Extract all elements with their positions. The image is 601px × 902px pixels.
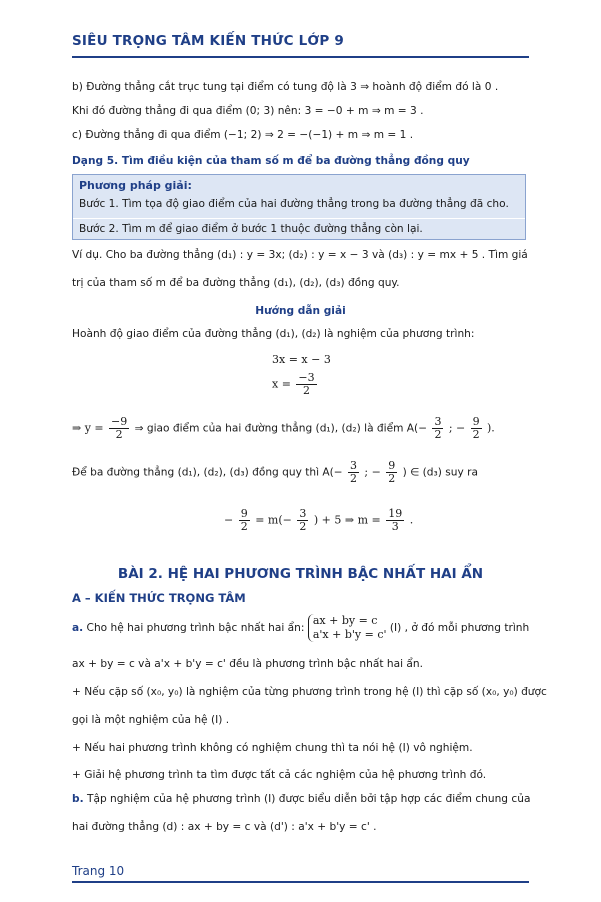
fraction: $\frac{9}{2}$ — [240, 507, 248, 533]
solution-line-concurrent: Để ba đường thẳng (d₁), (d₂), (d₃) đồng quy thì A(− $\frac{3}{2}$ ; − $\frac{9}{2}$ ) ∈ (d₃) suy ra — [72, 459, 478, 485]
text-line: ax + by = c và a'x + b'y = c' đều là phương trình bậc nhất hai ẩn. — [72, 658, 423, 670]
dang-5-heading: Dạng 5. Tìm điều kiện của tham số m để ba đường thẳng đồng quy — [72, 155, 470, 167]
header-divider — [72, 56, 529, 58]
text-line: c) Đường thẳng đi qua điểm (−1; 2) ⇒ 2 = −(−1) + m ⇒ m = 1 . — [72, 129, 414, 141]
part-b-line: b. Tập nghiệm của hệ phương trình (I) được biểu diễn bởi tập hợp các điểm chung của — [72, 793, 531, 805]
solution-line-y: ⇒ y = $\frac{-9}{2}$ ⇒ giao điểm của hai đường thẳng (d₁), (d₂) là điểm A(− $\frac{3}{2}$ ; − $\frac{9}{2}$ ). — [72, 415, 495, 441]
footer-divider — [72, 881, 529, 883]
method-step-1: Bước 1. Tìm tọa độ giao điểm của hai đường thẳng trong ba đường thẳng đã cho. — [79, 198, 509, 210]
example-line-1 — [72, 248, 528, 262]
text-line: + Nếu hai phương trình không có nghiệm chung thì ta nói hệ (I) vô nghiệm. — [72, 742, 473, 754]
example-text: Ví dụ. Cho ba đường thẳng (d₁) : y = 3x; (d₂) : y = x − 3 và (d₃) : y = mx + 5 . Tìm giá — [72, 249, 528, 261]
text-line: hai đường thẳng (d) : ax + by = c và (d') : a'x + b'y = c' . — [72, 821, 377, 833]
fraction: $\frac{-9}{2}$ — [111, 415, 128, 441]
fraction: $\frac{3}{2}$ — [434, 415, 442, 441]
fraction: $\frac{3}{2}$ — [350, 459, 358, 485]
fraction: $\frac{-3}{2}$ — [298, 371, 315, 397]
guide-heading: Hướng dẫn giải — [255, 305, 346, 317]
text-line: + Giải hệ phương trình ta tìm được tất cả các nghiệm của hệ phương trình đó. — [72, 769, 487, 781]
section-title: BÀI 2. HỆ HAI PHƯƠNG TRÌNH BẬC NHẤT HAI ẨN — [117, 566, 484, 582]
page-number: Trang 10 — [72, 864, 125, 878]
example-line-2: trị của tham số m để ba đường thẳng (d₁), (d₂), (d₃) đồng quy. — [72, 277, 400, 289]
subsection-title: A – KIẾN THỨC TRỌNG TÂM — [72, 591, 246, 605]
text-line: + Nếu cặp số (x₀, y₀) là nghiệm của từng phương trình trong hệ (I) thì cặp số (x₀, y₀) được — [72, 686, 547, 698]
page-header-title: SIÊU TRỌNG TÂM KIẾN THỨC LỚP 9 — [72, 33, 345, 49]
method-step-2: Bước 2. Tìm m để giao điểm ở bước 1 thuộc đường thẳng còn lại. — [79, 223, 423, 235]
method-title: Phương pháp giải: — [79, 179, 192, 192]
text-line: b) Đường thẳng cắt trục tung tại điểm có tung độ là 3 ⇒ hoành độ điểm đó là 0 . — [72, 81, 499, 93]
part-a-line: a. Cho hệ hai phương trình bậc nhất hai ẩn: ax + by = c a'x + b'y = c' (I) , ở đó mỗi phương trình — [72, 614, 530, 641]
text-line: Khi đó đường thẳng đi qua điểm (0; 3) nên: 3 = −0 + m ⇒ m = 3 . — [72, 105, 424, 117]
system-brace: ax + by = c a'x + b'y = c' — [308, 614, 387, 642]
fraction: $\frac{9}{2}$ — [388, 459, 396, 485]
solution-line-m: − $\frac{9}{2}$ = m(− $\frac{3}{2}$ ) + 5 ⇒ m = $\frac{19}{3}$ . — [224, 507, 414, 533]
text-line: gọi là một nghiệm của hệ (I) . — [72, 714, 230, 726]
fraction: $\frac{9}{2}$ — [472, 415, 480, 441]
equation-2: x = $\frac{-3}{2}$ — [272, 371, 315, 397]
fraction: $\frac{3}{2}$ — [299, 507, 307, 533]
solution-line: Hoành độ giao điểm của đường thẳng (d₁), (d₂) là nghiệm của phương trình: — [72, 328, 475, 340]
equation-1: 3x = x − 3 — [272, 353, 331, 366]
fraction: $\frac{19}{3}$ — [388, 507, 403, 533]
method-box — [72, 174, 526, 240]
method-divider — [73, 218, 525, 219]
